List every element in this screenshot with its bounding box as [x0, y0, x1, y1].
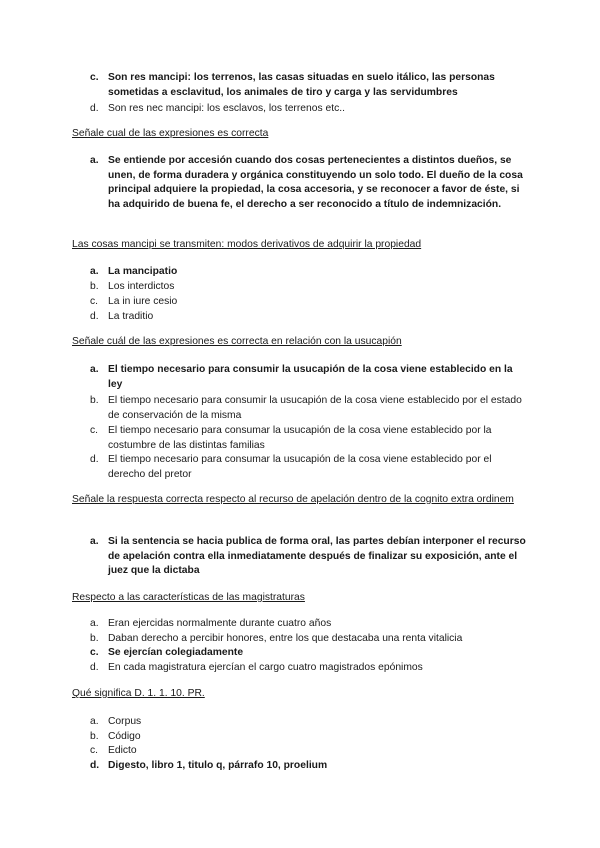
option-text: Digesto, libro 1, titulo q, párrafo 10, proelium	[108, 760, 328, 771]
option-marker: b.	[90, 395, 99, 406]
question-6-option-c	[90, 744, 528, 759]
option-text: El tiempo necesario para consumar la usucapión de la cosa viene establecido por el derecho del pretor	[108, 454, 492, 480]
option-text: Los interdictos	[108, 281, 175, 292]
option-marker: c.	[90, 425, 99, 436]
option-marker: d.	[90, 103, 99, 114]
option-marker: d.	[90, 454, 99, 465]
intro-option-d	[90, 102, 528, 117]
option-text: El tiempo necesario para consumir la usucapión de la cosa viene establecido por el estado de conservación de la misma	[108, 395, 522, 421]
option-marker: a.	[90, 364, 99, 375]
question-6-prompt: Qué significa D. 1. 1. 10. PR.	[72, 688, 205, 699]
question-1-option-a	[90, 154, 528, 212]
question-3-option-c	[90, 424, 528, 453]
option-text: La traditio	[108, 311, 154, 322]
intro-option-c	[90, 71, 528, 100]
option-marker: b.	[90, 731, 99, 742]
question-3-option-b	[90, 394, 528, 423]
option-text: Daban derecho a percibir honores, entre los que destacaba una renta vitalicia	[108, 633, 463, 644]
option-text: Si la sentencia se hacia publica de forma oral, las partes debían interponer el recurso de apelación contra ella inmediatamente después de finalizar su exposición, ante el juez que la dictaba	[108, 536, 526, 577]
option-marker: d.	[90, 662, 99, 673]
option-text: Código	[108, 731, 141, 742]
option-text: El tiempo necesario para consumir la usucapión de la cosa viene establecido en la ley	[108, 364, 513, 390]
option-text: La mancipatio	[108, 266, 178, 277]
question-2-option-b	[90, 280, 528, 295]
option-text: Se entiende por accesión cuando dos cosas pertenecientes a distintos dueños, se unen, de forma duradera y orgánica constituyendo un solo todo. El dueño de la cosa principal adquiere la propiedad, la cosa accesoria, y se reconocer a favor de éste, si ha adquirido de buena fe, el derecho a ser reconocido a título de indemnización.	[108, 155, 523, 210]
question-6-option-b	[90, 730, 528, 745]
question-2-option-d	[90, 310, 528, 325]
option-marker: c.	[90, 72, 99, 83]
option-marker: a.	[90, 536, 99, 547]
option-text: La in iure cesio	[108, 296, 178, 307]
question-1-prompt: Señale cual de las expresiones es correcta	[72, 128, 269, 139]
option-marker: b.	[90, 281, 99, 292]
question-5-option-d	[90, 661, 528, 676]
question-4-option-a	[90, 535, 528, 579]
option-marker: c.	[90, 296, 99, 307]
option-text: El tiempo necesario para consumar la usucapión de la cosa viene establecido por la costumbre de las distintas familias	[108, 425, 492, 451]
option-marker: d.	[90, 760, 100, 771]
option-text: Eran ejercidas normalmente durante cuatro años	[108, 618, 332, 629]
option-marker: a.	[90, 716, 99, 727]
option-marker: a.	[90, 266, 99, 277]
option-text: Edicto	[108, 745, 137, 756]
question-5-option-a	[90, 617, 528, 632]
option-marker: a.	[90, 155, 99, 166]
option-text: Son res mancipi: los terrenos, las casas situadas en suelo itálico, las personas sometidas a esclavitud, los animales de tiro y carga y las servidumbres	[108, 72, 495, 98]
option-text: En cada magistratura ejercían el cargo cuatro magistrados epónimos	[108, 662, 423, 673]
question-5-prompt: Respecto a las características de las magistraturas	[72, 592, 305, 603]
question-5-option-c	[90, 646, 528, 661]
option-marker: b.	[90, 633, 99, 644]
question-6-option-d	[90, 759, 528, 774]
question-2-option-a	[90, 265, 528, 280]
option-marker: c.	[90, 647, 99, 658]
option-marker: d.	[90, 311, 99, 322]
option-marker: c.	[90, 745, 99, 756]
question-6-option-a	[90, 715, 528, 730]
question-3-prompt: Señale cuál de las expresiones es correcta en relación con la usucapión	[72, 336, 402, 347]
question-4-prompt: Señale la respuesta correcta respecto al recurso de apelación dentro de la cognito extra ordinem	[72, 494, 514, 505]
option-text: Son res nec mancipi: los esclavos, los terrenos etc..	[108, 103, 345, 114]
question-3-option-a	[90, 363, 528, 392]
option-text: Se ejercían colegiadamente	[108, 647, 244, 658]
question-3-option-d	[90, 453, 528, 482]
option-marker: a.	[90, 618, 99, 629]
option-text: Corpus	[108, 716, 142, 727]
question-2-prompt: Las cosas mancipi se transmiten: modos derivativos de adquirir la propiedad	[72, 239, 422, 250]
question-5-option-b	[90, 632, 528, 647]
question-2-option-c	[90, 295, 528, 310]
